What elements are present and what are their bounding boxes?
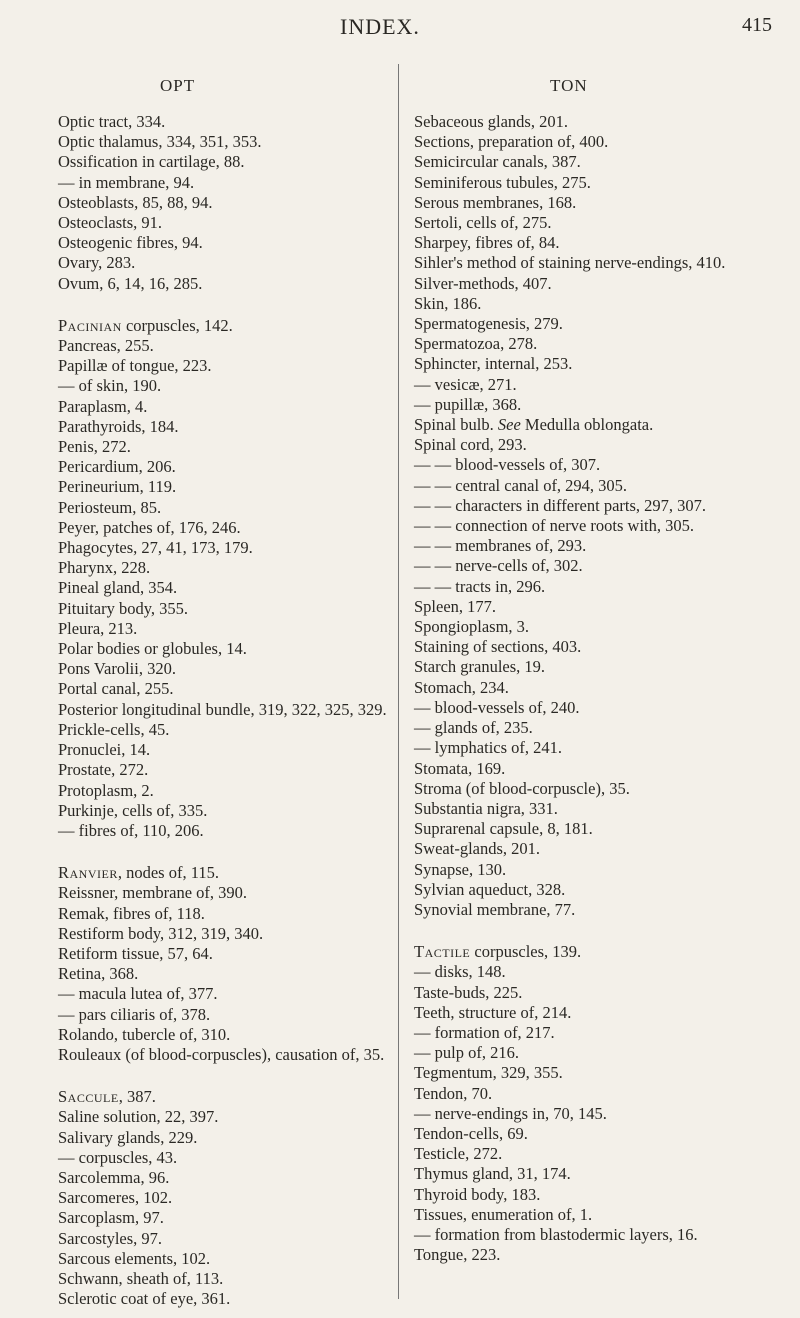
index-entry: Sections, preparation of, 400. <box>414 132 609 152</box>
index-entry: Prostate, 272. <box>58 760 149 780</box>
index-entry: — pupillæ, 368. <box>414 394 522 414</box>
index-entry: Penis, 272. <box>58 437 131 457</box>
index-entry: Sihler's method of staining nerve-endings, 410. <box>414 253 726 273</box>
index-entry: Suprarenal capsule, 8, 181. <box>414 819 593 839</box>
index-entry: Tendon, 70. <box>414 1083 493 1103</box>
index-entry: Thymus gland, 31, 174. <box>414 1164 571 1184</box>
index-entry: Polar bodies or globules, 14. <box>58 639 247 659</box>
index-entry: Schwann, sheath of, 113. <box>58 1268 224 1288</box>
index-entry: Perineurium, 119. <box>58 477 177 497</box>
index-entry: — blood-vessels of, 240. <box>414 697 580 717</box>
index-entry: Pharynx, 228. <box>58 558 151 578</box>
column-divider <box>398 64 399 1299</box>
index-entry: — — central canal of, 294, 305. <box>414 475 628 495</box>
section-gap <box>58 294 390 316</box>
index-entry: — of skin, 190. <box>58 376 162 396</box>
index-entry: Osteoblasts, 85, 88, 94. <box>58 192 213 212</box>
index-entry: — formation of, 217. <box>414 1022 555 1042</box>
index-entry: Ossification in cartilage, 88. <box>58 152 245 172</box>
index-entry: Testicle, 272. <box>414 1144 503 1164</box>
index-entry: Ovum, 6, 14, 16, 285. <box>58 273 203 293</box>
index-entry: — lymphatics of, 241. <box>414 738 563 758</box>
index-entry: — in membrane, 94. <box>58 172 195 192</box>
index-entry: Parathyroids, 184. <box>58 416 179 436</box>
index-entry: Retiform tissue, 57, 64. <box>58 943 213 963</box>
page-header <box>0 14 800 44</box>
index-entry: Ovary, 283. <box>58 253 136 273</box>
index-entry: Tendon-cells, 69. <box>414 1123 528 1143</box>
index-entry: Papillæ of tongue, 223. <box>58 356 212 376</box>
left-column-heading: OPT <box>160 76 196 95</box>
index-entry: Pronuclei, 14. <box>58 740 151 760</box>
index-entry: Tactile corpuscles, 139. <box>414 942 582 962</box>
index-entry: Sertoli, cells of, 275. <box>414 213 552 233</box>
index-entry: Sarcomeres, 102. <box>58 1188 173 1208</box>
index-entry: Thyroid body, 183. <box>414 1184 541 1204</box>
index-entry: Spermatogenesis, 279. <box>414 314 563 334</box>
index-entry: Protoplasm, 2. <box>58 780 154 800</box>
index-entry: Periosteum, 85. <box>58 497 162 517</box>
index-entry: Stomata, 169. <box>414 758 506 778</box>
index-entry: — pulp of, 216. <box>414 1043 519 1063</box>
index-entry: Sclerotic coat of eye, 361. <box>58 1289 231 1309</box>
index-entry: Spermatozoa, 278. <box>414 334 538 354</box>
index-entry: — — connection of nerve roots with, 305. <box>414 516 694 536</box>
index-entry: Silver-methods, 407. <box>414 273 552 293</box>
index-entry: Pleura, 213. <box>58 618 138 638</box>
index-entry: — — membranes of, 293. <box>414 536 587 556</box>
index-entry: Paraplasm, 4. <box>58 396 148 416</box>
section-gap <box>58 1065 390 1087</box>
index-entry: Pituitary body, 355. <box>58 598 189 618</box>
index-entry: Rolando, tubercle of, 310. <box>58 1024 231 1044</box>
index-entry: — nerve-endings in, 70, 145. <box>414 1103 607 1123</box>
index-entry: Sphincter, internal, 253. <box>414 354 573 374</box>
index-entry: Peyer, patches of, 176, 246. <box>58 517 241 537</box>
index-entry: Seminiferous tubules, 275. <box>414 172 591 192</box>
index-entry: Spinal bulb. See Medulla oblongata. <box>414 415 654 435</box>
index-entry: Sarcous elements, 102. <box>58 1248 211 1268</box>
index-entry: — — nerve-cells of, 302. <box>414 556 583 576</box>
index-entry: Sylvian aqueduct, 328. <box>414 879 566 899</box>
index-entry: Semicircular canals, 387. <box>414 152 581 172</box>
index-entry: Prickle-cells, 45. <box>58 719 170 739</box>
index-entry: Pacinian corpuscles, 142. <box>58 315 233 335</box>
index-entry: Pericardium, 206. <box>58 457 176 477</box>
index-entry: Rouleaux (of blood-corpuscles), causation of, 35. <box>58 1044 385 1064</box>
right-index-column <box>414 112 776 1265</box>
index-entry: Sweat-glands, 201. <box>414 839 541 859</box>
index-entry: Tongue, 223. <box>414 1245 501 1265</box>
index-entry: Posterior longitudinal bundle, 319, 322, 325, 329. <box>58 699 387 719</box>
index-entry: Portal canal, 255. <box>58 679 174 699</box>
page-number: 415 <box>742 14 772 36</box>
index-entry: Teeth, structure of, 214. <box>414 1002 572 1022</box>
index-entry: Spongioplasm, 3. <box>414 617 530 637</box>
section-gap <box>414 920 776 942</box>
index-entry: Taste-buds, 225. <box>414 982 523 1002</box>
index-entry: — formation from blastodermic layers, 16. <box>414 1224 698 1244</box>
index-entry: Pons Varolii, 320. <box>58 659 176 679</box>
index-entry: Skin, 186. <box>414 293 482 313</box>
index-entry: Sharpey, fibres of, 84. <box>414 233 560 253</box>
index-entry: Reissner, membrane of, 390. <box>58 883 248 903</box>
index-entry: — glands of, 235. <box>414 718 533 738</box>
index-entry: — disks, 148. <box>414 962 506 982</box>
index-entry: Spinal cord, 293. <box>414 435 527 455</box>
left-index-column <box>58 112 390 1309</box>
index-entry: — — characters in different parts, 297, 307. <box>414 495 707 515</box>
index-entry: Starch granules, 19. <box>414 657 546 677</box>
index-entry: Spleen, 177. <box>414 596 497 616</box>
index-entry: Optic thalamus, 334, 351, 353. <box>58 132 262 152</box>
index-entry: Sebaceous glands, 201. <box>414 112 568 131</box>
index-entry: — fibres of, 110, 206. <box>58 820 204 840</box>
index-entry: Osteoclasts, 91. <box>58 213 163 233</box>
index-entry: Sarcolemma, 96. <box>58 1167 170 1187</box>
index-entry: — corpuscles, 43. <box>58 1147 178 1167</box>
index-entry: Remak, fibres of, 118. <box>58 903 205 923</box>
right-column-heading: TON <box>550 76 588 95</box>
index-entry: Staining of sections, 403. <box>414 637 582 657</box>
index-entry: Synovial membrane, 77. <box>414 899 576 919</box>
index-entry: — — blood-vessels of, 307. <box>414 455 601 475</box>
index-entry: Pancreas, 255. <box>58 336 154 356</box>
index-entry: Stomach, 234. <box>414 677 509 697</box>
page-title: INDEX. <box>340 14 420 39</box>
index-entry: Stroma (of blood-corpuscle), 35. <box>414 778 630 798</box>
index-entry: — — tracts in, 296. <box>414 576 546 596</box>
index-entry: Purkinje, cells of, 335. <box>58 800 208 820</box>
index-entry: Salivary glands, 229. <box>58 1127 198 1147</box>
index-entry: Osteogenic fibres, 94. <box>58 233 203 253</box>
index-entry: Optic tract, 334. <box>58 112 166 131</box>
index-entry: Ranvier, nodes of, 115. <box>58 863 219 883</box>
index-entry: Tissues, enumeration of, 1. <box>414 1204 593 1224</box>
index-entry: Phagocytes, 27, 41, 173, 179. <box>58 538 253 558</box>
index-entry: Saccule, 387. <box>58 1087 156 1107</box>
index-entry: Saline solution, 22, 397. <box>58 1107 219 1127</box>
index-entry: Synapse, 130. <box>414 859 507 879</box>
index-entry: Pineal gland, 354. <box>58 578 178 598</box>
index-entry: Tegmentum, 329, 355. <box>414 1063 563 1083</box>
index-entry: — macula lutea of, 377. <box>58 984 218 1004</box>
index-entry: Sarcoplasm, 97. <box>58 1208 164 1228</box>
index-entry: Serous membranes, 168. <box>414 192 577 212</box>
index-entry: Sarcostyles, 97. <box>58 1228 163 1248</box>
index-entry: Restiform body, 312, 319, 340. <box>58 923 264 943</box>
index-entry: — pars ciliaris of, 378. <box>58 1004 211 1024</box>
index-entry: — vesicæ, 271. <box>414 374 517 394</box>
index-entry: Substantia nigra, 331. <box>414 798 558 818</box>
section-gap <box>58 841 390 863</box>
index-entry: Retina, 368. <box>58 964 139 984</box>
